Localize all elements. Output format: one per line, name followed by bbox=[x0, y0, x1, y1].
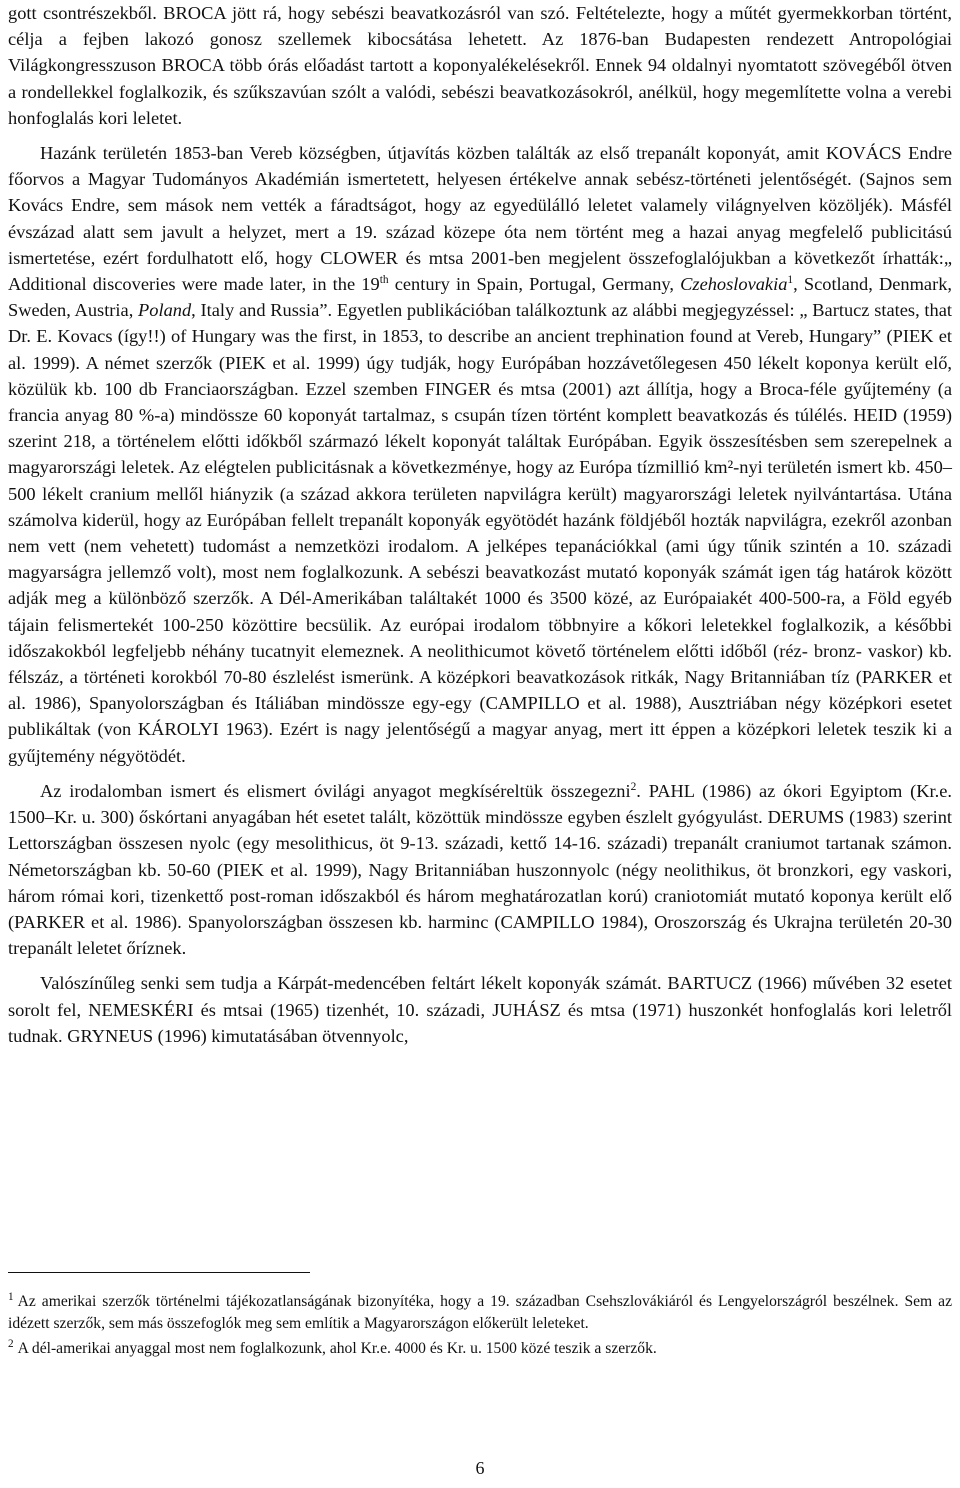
text-run: , Italy and Russia”. Egyetlen publikációban találkoztunk az alábbi megjegyzéssel: „ Bartucz states, that Dr. E. Kovacs (így!!) of Hungary was the first, in 1853, to describe an ancient trephination found at Vereb, Hungary” (PIEK et al. 1999). A német szerzők (PIEK et al. 1999) úgy tudják, hogy Európában hozzávetőlegesen 450 lékelt koponya került elő, közülük kb. 100 db Franciaországban. Ezzel szemben FINGER és mtsa (2001) azt állítja, hogy a Broca-féle gyűjtemény (a francia anyag 80 %-a) mindössze 60 koponyát tartalmaz, s csupán tízen történt komplett beavatkozás és túlélés. HEID (1959) szerint 218, a történelem előtti időkből származó lékelt koponyát találtak Európában. Egyik összesítésben sem szerepelnek a magyarországi leletek. Az elégtelen publicitásnak a következménye, hogy az Európa tízmillió km²-nyi területén ismert kb. 450–500 lékelt cranium mellől hiányzik (a század akkora területen napvilágra került) magyarországi leletek nyilvántartása. Utána számolva kiderül, hogy az Európában fellelt trepanált koponyák egyötödét hazánk földjéből hozták napvilágra, ezekről azonban nem vett (nem vehetett) tudomást a nemzetközi irodalom. A jelképes tepanációkkal (ami úgy tűnik szintén a 10. századi magyarságra jellemző volt), most nem foglalkozunk. A sebészi beavatkozást mutató koponyák számát igen tág határok között adják meg a különböző szerzők. A Dél-Amerikában találtakét 1000 és 3500 közé, az Európaiakét 400-500-ra, a Föld egyéb tájain felismertekét 100-250 közöttire becsülik. Az európai irodalom többnyire a kőkori leletekkel foglalkozik, a későbbi időszakokból legfeljebb néhány tucatnyit elemeznek. A neolithicumot követő történelem előtti időből (réz- bronz- vaskor) kb. félszáz, a történeti korokból 70-80 észlelést ismerünk. A középkori beavatkozások ritkák, Nagy Britanniában tíz (PARKER et al. 1986), Spanyolországban és Itáliában mindössze egy-egy (CAMPILLO et al. 1988), Ausztriában négy középkori esetet publikáltak (von KÁROLYI 1963). Ezért is nagy jelentőségű a magyar anyag, mert itt éppen a középkori leletek teszik ki a gyűjtemény négyötödét. bbox=[8, 300, 952, 766]
text-run: century in Spain, Portugal, Germany, bbox=[388, 274, 681, 295]
footnote-list bbox=[8, 1291, 952, 1360]
paragraph bbox=[8, 140, 952, 769]
footnote-mark: 2 bbox=[8, 1337, 14, 1350]
text-run: . PAHL (1986) az ókori Egyiptom (Kr.e. 1500–Kr. u. 300) őskórtani anyagában hét esetet talált, közöttük mindössze egyben észlelt gyógyulást. DERUMS (1983) szerint Lettországban összesen nyolc (egy mesolithicus, öt 9-13. századi, kettő 14-16. századi) trepanált craniumot tartanak számon. Németországban kb. 50-60 (PIEK et al. 1999), Nagy Britanniában huszonnyolc (négy neolithikus, öt bronzkori, egy vaskori, három római kori, tizenkettő post-roman időszakból és három meghatározatlan korú) craniotomiát mutató koponya került elő (PARKER et al. 1986). Spanyolországban összesen kb. harminc (CAMPILLO 1984), Oroszország és Ukrajna területén 20-30 trepanált leletet őríznek. bbox=[8, 780, 953, 959]
text-run: Hazánk területén 1853-ban Vereb községben, útjavítás közben találták az első trepanált koponyát, amit KOVÁCS Endre főorvos a Magyar Tudományos Akadémián ismertetett, helyesen értékelve annak sebész-történeti jelentőségét. (Sajnos sem Kovács Endre, sem mások nem vették a fáradtságot, hogy az egyedülálló leletet valamely világnyelven közöljék). Másfél évszázad alatt sem javult a helyzet, mert a 19. század közepe óta nem történt meg a hazai anyag megfelelő publicitású ismertetése, ezért fordulhatott elő, hogy CLOWER és mtsa 2001-ben megjelent összefoglalójukban a következőt írhatták:„ Additional discoveries were made later, in the 19 bbox=[8, 143, 952, 295]
text-run: gott csontrészekből. BROCA jött rá, hogy sebészi beavatkozásról van szó. Feltételezte, hogy a műtét gyermekkorban történt, célja a fejben lakozó gonosz szellemek kibocsátása lehetett. Az 1876-ban Budapesten rendezett Antropológiai Világkongresszuson BROCA több órás előadást tartott a koponyalékelésekről. Ennek 94 oldalnyi nyomtatott szövegéből ötven a rondellekkel foglalkozik, és szűkszavúan szólt a valódi, sebészi beavatkozásokról, anélkül, hogy megemlítette volna a verebi honfoglalás kori leletet. bbox=[8, 3, 952, 128]
footnote-text: Az amerikai szerzők történelmi tájékozatlanságának bizonyítéka, hogy a 19. században Csehszlovákiáról és Lengyelországról beszélnek. Sem az idézett szerzők, sem más összefoglók meg sem említik a Magyarországon előkerült leleteket. bbox=[8, 1293, 952, 1332]
superscript: 1 bbox=[787, 273, 794, 286]
footnote bbox=[8, 1338, 952, 1360]
italic-text: Poland bbox=[138, 300, 192, 321]
superscript: th bbox=[379, 273, 389, 286]
footnotes bbox=[8, 1272, 952, 1364]
footnote bbox=[8, 1291, 952, 1334]
text-run: , Scotland, Denmark, Sweden, Austria, bbox=[8, 274, 952, 321]
page-number: 6 bbox=[475, 1458, 485, 1478]
footnote-separator bbox=[8, 1272, 310, 1273]
body-text bbox=[8, 0, 952, 1049]
paragraph bbox=[8, 0, 952, 131]
footnote-text: A dél-amerikai anyaggal most nem foglalkozunk, ahol Kr.e. 4000 és Kr. u. 1500 közé teszik a szerzők. bbox=[17, 1340, 657, 1357]
superscript: 2 bbox=[630, 780, 637, 793]
text-run: Valószínűleg senki sem tudja a Kárpát-medencében feltárt lékelt koponyák számát. BARTUCZ (1966) művében 32 esetet sorolt fel, NEMESKÉRI és mtsai (1965) tizenhét, 10. századi, JUHÁSZ és mtsa (1971) huszonkét honfoglalás kori leletről tudnak. GRYNEUS (1996) kimutatásában ötvennyolc, bbox=[8, 973, 952, 1046]
paragraph bbox=[8, 778, 952, 961]
footnote-mark: 1 bbox=[8, 1290, 14, 1303]
text-run: Az irodalomban ismert és elismert óvilági anyagot megkíséreltük összegezni bbox=[40, 780, 631, 801]
italic-text: Czehoslovakia bbox=[680, 274, 788, 295]
paragraph bbox=[8, 970, 952, 1049]
